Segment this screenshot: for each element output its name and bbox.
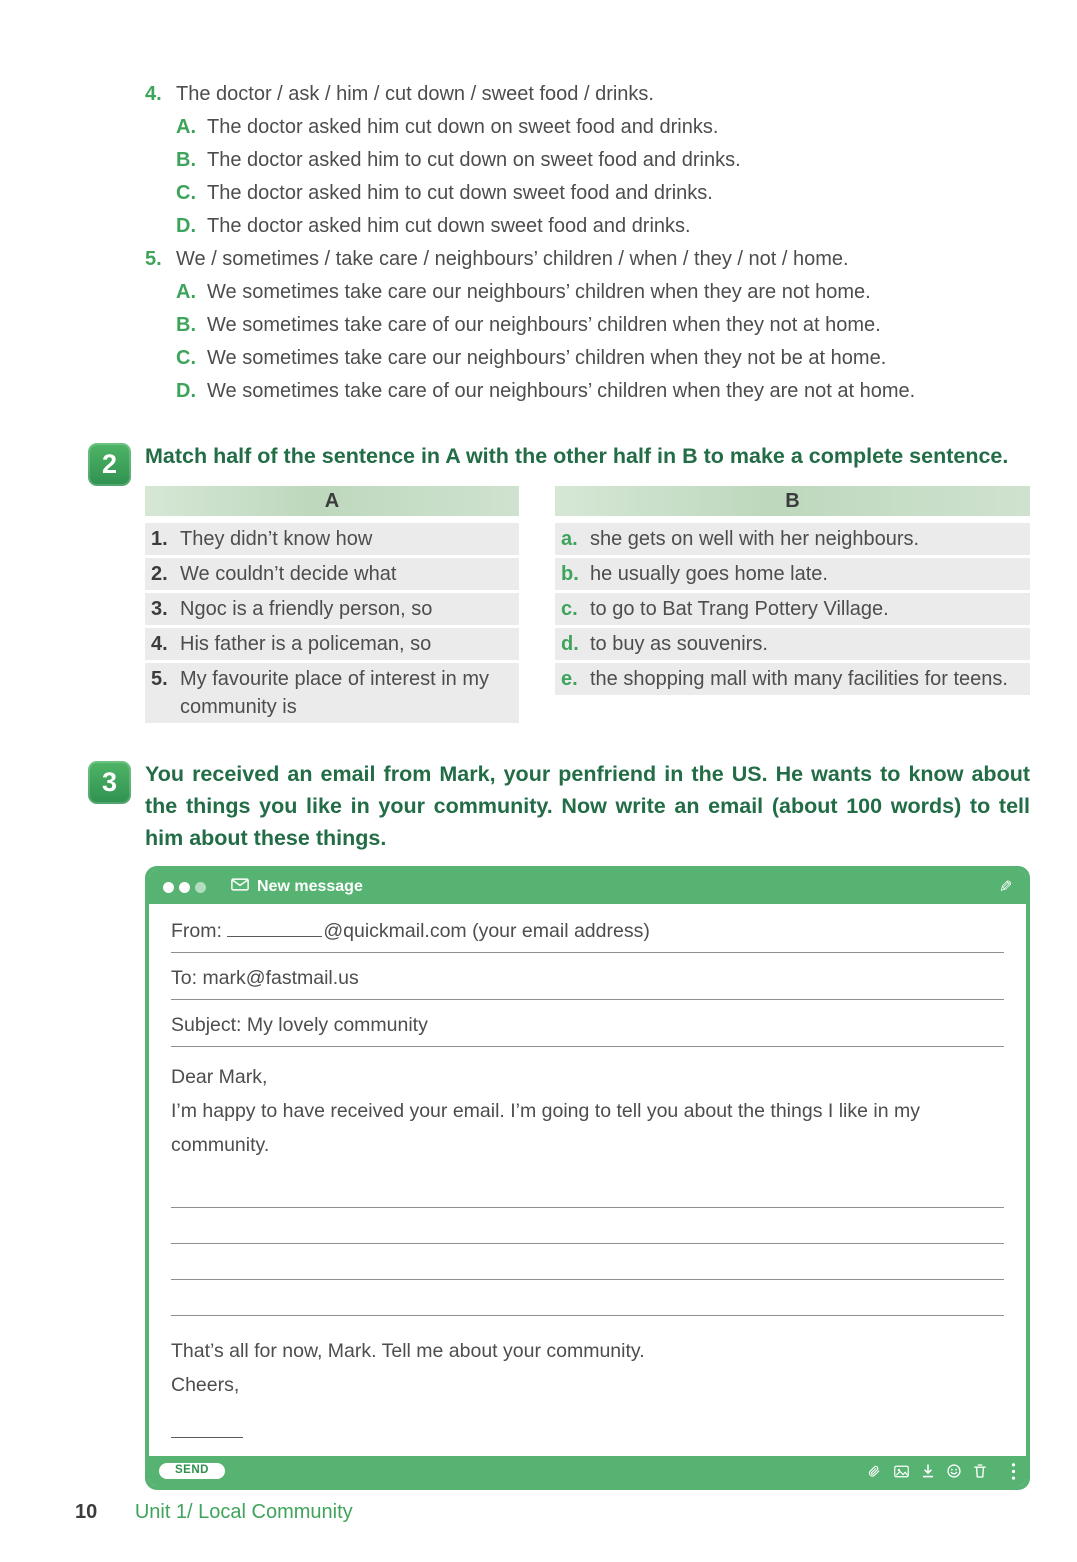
- subject-field: [171, 1000, 1004, 1047]
- trash-icon: [974, 1464, 986, 1478]
- email-footer-bar: [149, 1456, 1026, 1486]
- question-text: The doctor / ask / him / cut down / sweet food / drinks.: [176, 83, 654, 105]
- signoff-line: Cheers,: [171, 1374, 240, 1396]
- option-text: We sometimes take care our neighbours’ children when they not be at home.: [207, 347, 887, 369]
- item-number: 2.: [151, 563, 168, 585]
- option-d: [176, 210, 1030, 243]
- signature-blank-line: [171, 1416, 243, 1438]
- window-dot-icon: [179, 882, 190, 893]
- item-text: he usually goes home late.: [590, 563, 828, 585]
- item-text: to go to Bat Trang Pottery Village.: [590, 598, 889, 620]
- options-list: [176, 276, 1030, 408]
- blank-writing-line: [171, 1172, 1004, 1208]
- match-item-3: [145, 593, 519, 625]
- item-letter: d.: [561, 633, 579, 655]
- greeting-line: Dear Mark,: [171, 1066, 268, 1088]
- option-letter: B.: [176, 149, 196, 171]
- question-5: [145, 243, 1030, 408]
- question-text: We / sometimes / take care / neighbours’ children / when / they / not / home.: [176, 248, 849, 270]
- blank-writing-line: [171, 1244, 1004, 1280]
- option-letter: D.: [176, 215, 196, 237]
- item-number: 5.: [151, 668, 168, 690]
- unit-title: Unit 1/ Local Community: [134, 1501, 353, 1523]
- email-body-area: [149, 904, 1026, 1438]
- subject-label: Subject:: [171, 1014, 242, 1036]
- page-number: 10: [75, 1501, 98, 1523]
- new-message-label-group: [231, 878, 363, 896]
- window-dot-icon: [195, 882, 206, 893]
- column-b-header: B: [555, 486, 1030, 516]
- option-text: We sometimes take care of our neighbours’ children when they are not at home.: [207, 380, 916, 402]
- option-b: [176, 144, 1030, 177]
- option-text: The doctor asked him cut down on sweet food and drinks.: [207, 116, 719, 138]
- question-number: 5.: [145, 248, 162, 270]
- from-label: From:: [171, 920, 222, 942]
- send-button: SEND: [159, 1463, 225, 1480]
- blank-writing-line: [171, 1208, 1004, 1244]
- option-text: The doctor asked him cut down sweet food and drinks.: [207, 215, 691, 237]
- match-item-a: [555, 523, 1030, 555]
- exercise-number-badge: 3: [88, 761, 131, 804]
- subject-value: My lovely community: [246, 1014, 428, 1036]
- exercise-2-matching: [88, 440, 1030, 726]
- option-letter: A.: [176, 281, 196, 303]
- option-letter: D.: [176, 380, 196, 402]
- matching-table: [145, 486, 1030, 726]
- item-number: 3.: [151, 598, 168, 620]
- item-text: My favourite place of interest in my community is: [180, 668, 490, 718]
- column-b: [555, 486, 1030, 726]
- item-text: she gets on well with her neighbours.: [590, 528, 920, 550]
- writing-lines: [171, 1172, 1004, 1316]
- option-c: [176, 342, 1030, 375]
- window-dot-icon: [163, 882, 174, 893]
- from-value: @quickmail.com (your email address): [323, 920, 650, 942]
- mail-icon: [231, 878, 249, 896]
- option-text: We sometimes take care of our neighbours’ children when they not at home.: [207, 314, 881, 336]
- closing-line: That’s all for now, Mark. Tell me about your community.: [171, 1340, 645, 1362]
- page-footer: [0, 1501, 1077, 1524]
- email-window-title: New message: [257, 878, 363, 895]
- match-item-e: [555, 663, 1030, 695]
- intro-paragraph: I’m happy to have received your email. I’m going to tell you about the things I like in my community.: [171, 1100, 920, 1156]
- match-item-c: [555, 593, 1030, 625]
- blank-writing-line: [171, 1280, 1004, 1316]
- options-list: [176, 111, 1030, 243]
- item-number: 1.: [151, 528, 168, 550]
- option-d: [176, 375, 1030, 408]
- exercise-1-multiple-choice: [145, 78, 1030, 408]
- option-letter: A.: [176, 116, 196, 138]
- match-item-1: [145, 523, 519, 555]
- exercise-3-email-writing: [88, 758, 1030, 1490]
- exercise-number-badge: 2: [88, 443, 131, 486]
- attachment-icon: [868, 1464, 881, 1479]
- emoji-icon: [947, 1464, 961, 1478]
- match-item-d: [555, 628, 1030, 660]
- question-number: 4.: [145, 83, 162, 105]
- image-icon: [894, 1465, 909, 1478]
- option-letter: B.: [176, 314, 196, 336]
- compose-pencil-icon: ✎: [998, 879, 1012, 896]
- column-a: [145, 486, 519, 726]
- download-icon: [922, 1464, 934, 1478]
- from-blank-line: [227, 922, 322, 937]
- item-text: to buy as souvenirs.: [590, 633, 768, 655]
- exercise-title: Match half of the sentence in A with the other half in B to make a complete sentence.: [145, 444, 1009, 468]
- question-prompt: [145, 243, 1030, 276]
- email-closing-text: [171, 1334, 1004, 1402]
- option-letter: C.: [176, 347, 196, 369]
- email-header-bar: [149, 870, 1026, 904]
- option-c: [176, 177, 1030, 210]
- email-toolbar-icons: [868, 1463, 1016, 1480]
- to-label: To:: [171, 967, 198, 989]
- item-text: His father is a policeman, so: [180, 633, 432, 655]
- item-letter: c.: [561, 598, 578, 620]
- email-mockup: [145, 866, 1030, 1490]
- exercise-2-header: [88, 440, 1030, 479]
- email-message-text: [171, 1047, 1004, 1162]
- exercise-title: You received an email from Mark, your penfriend in the US. He wants to know about the things you like in your community. Now write an email (about 100 words) to tell him about these things.: [145, 762, 1030, 850]
- option-a: [176, 276, 1030, 309]
- column-a-header: A: [145, 486, 519, 516]
- option-letter: C.: [176, 182, 196, 204]
- item-text: We couldn’t decide what: [180, 563, 397, 585]
- exercise-3-header: [88, 758, 1030, 854]
- option-b: [176, 309, 1030, 342]
- match-item-2: [145, 558, 519, 590]
- item-text: They didn’t know how: [180, 528, 373, 550]
- option-text: We sometimes take care our neighbours’ children when they are not home.: [207, 281, 871, 303]
- question-prompt: [145, 78, 1030, 111]
- item-text: the shopping mall with many facilities for teens.: [590, 668, 1008, 690]
- match-item-b: [555, 558, 1030, 590]
- item-letter: e.: [561, 668, 578, 690]
- to-value: mark@fastmail.us: [202, 967, 359, 989]
- item-text: Ngoc is a friendly person, so: [180, 598, 433, 620]
- from-field: [171, 906, 1004, 953]
- option-text: The doctor asked him to cut down sweet food and drinks.: [207, 182, 713, 204]
- to-field: [171, 953, 1004, 1000]
- match-item-5: [145, 663, 519, 723]
- item-letter: b.: [561, 563, 579, 585]
- option-text: The doctor asked him to cut down on sweet food and drinks.: [207, 149, 741, 171]
- question-4: [145, 78, 1030, 243]
- item-number: 4.: [151, 633, 168, 655]
- item-letter: a.: [561, 528, 578, 550]
- option-a: [176, 111, 1030, 144]
- match-item-4: [145, 628, 519, 660]
- more-options-icon: [1011, 1463, 1016, 1480]
